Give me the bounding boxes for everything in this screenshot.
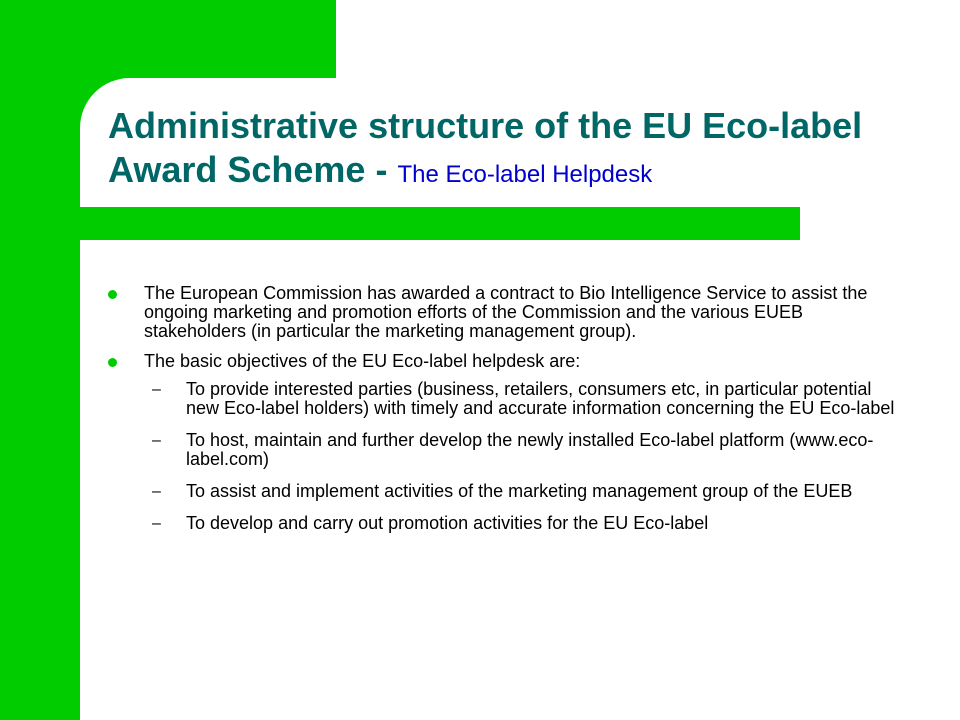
- bullet-text: The European Commission has awarded a contract to Bio Intelligence Service to assist the ongoing marketing and promotion efforts of the Commission and the various EUEB stakeholders (in particular the marketing management group).: [144, 283, 868, 341]
- dash-icon: –: [152, 432, 161, 449]
- slide-title-subtitle: The Eco-label Helpdesk: [397, 161, 653, 188]
- sub-bullet-text: To provide interested parties (business, retailers, consumers etc, in particular potential new Eco-label holders) with timely and accurate information concerning the EU Eco-label: [186, 379, 895, 418]
- dash-icon: –: [152, 483, 161, 500]
- bullet-dot-icon: [108, 290, 117, 299]
- sub-bullet-text: To develop and carry out promotion activities for the EU Eco-label: [186, 513, 709, 533]
- slide-title-main: Administrative structure of the EU Eco-label Award Scheme -: [108, 105, 863, 190]
- sub-bullet-text: To assist and implement activities of the marketing management group of the EUEB: [186, 481, 853, 501]
- sub-bullet-item: [144, 431, 904, 469]
- bullet-item-contract: [104, 284, 904, 341]
- bullet-text: The basic objectives of the EU Eco-label helpdesk are:: [144, 351, 581, 371]
- bullet-item-objectives: [104, 352, 904, 533]
- dash-icon: –: [152, 515, 161, 532]
- slide-title: [108, 104, 948, 197]
- sub-bullet-text: To host, maintain and further develop the newly installed Eco-label platform (www.eco-label.com): [186, 430, 874, 469]
- dash-icon: –: [152, 381, 161, 398]
- bullet-list: [104, 284, 904, 546]
- bullet-dot-icon: [108, 358, 117, 367]
- green-title-underline-bar: [80, 207, 800, 240]
- sub-bullet-item: [144, 380, 904, 418]
- sub-bullet-item: [144, 514, 904, 533]
- sub-bullet-item: [144, 482, 904, 501]
- sub-bullet-list: [144, 380, 904, 533]
